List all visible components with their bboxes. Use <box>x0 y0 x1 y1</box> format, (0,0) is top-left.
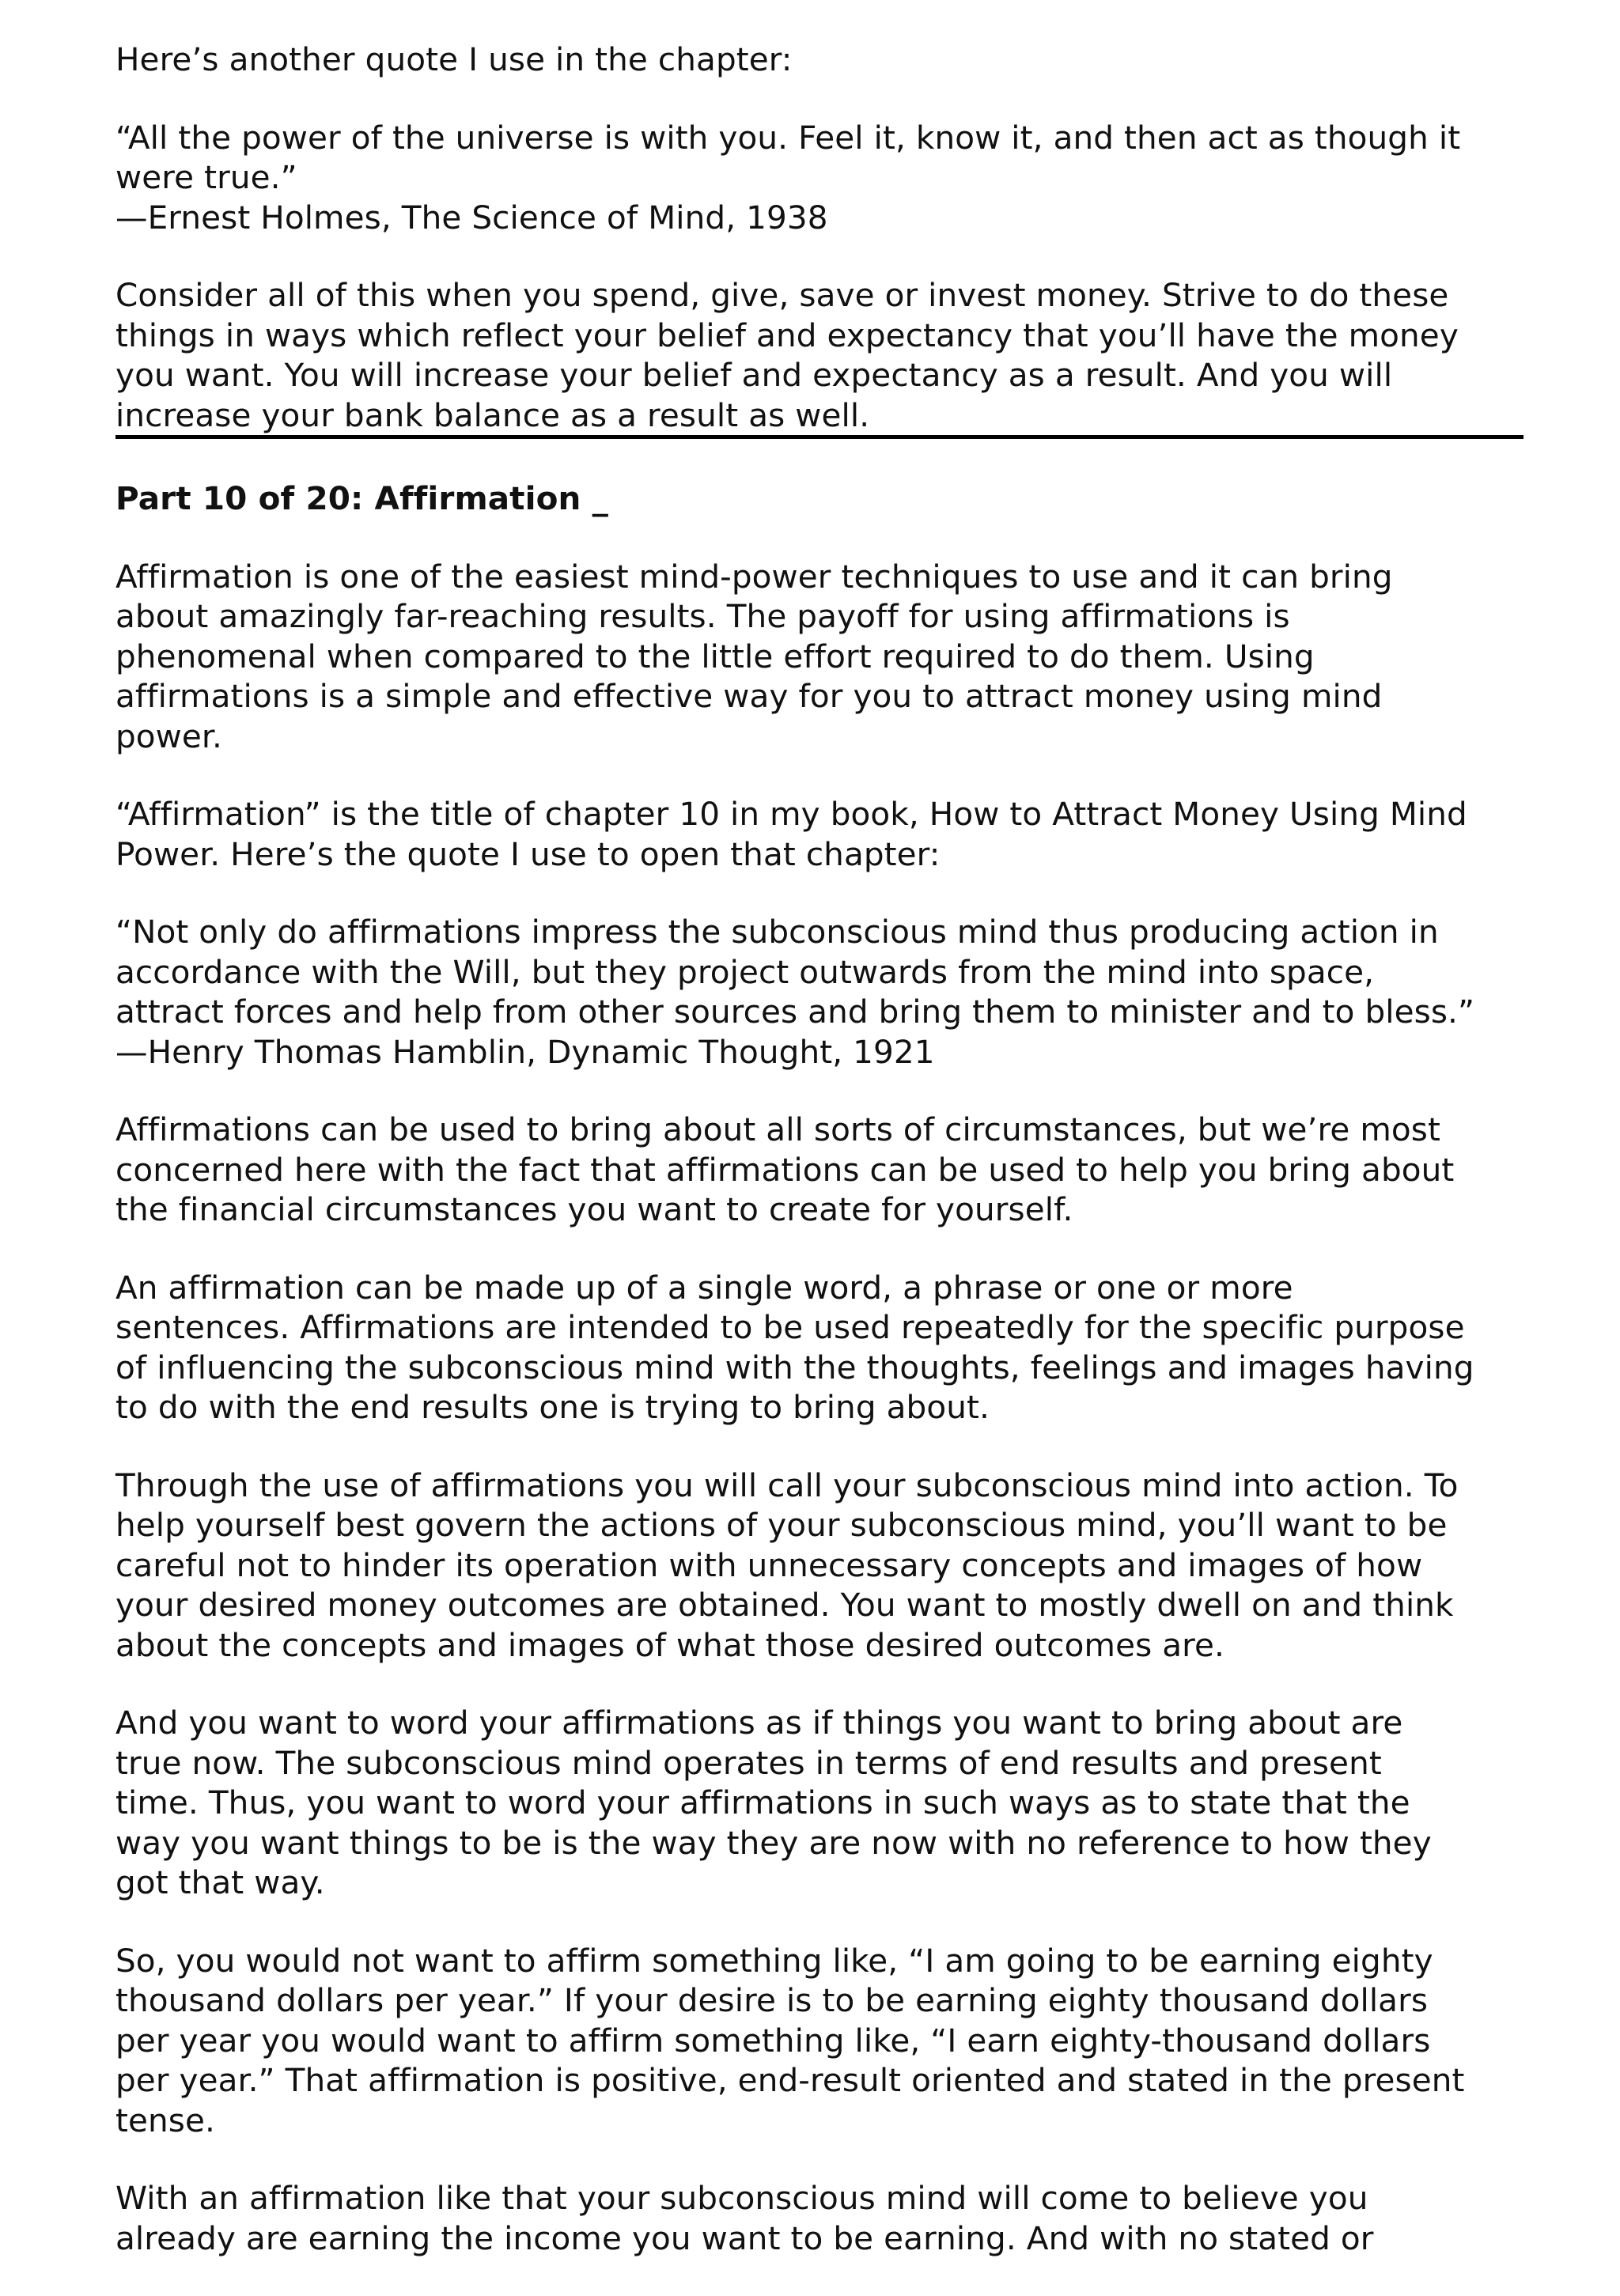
text-line: about amazingly far-reaching results. The payoff for using affirmations is <box>115 597 1290 635</box>
text-line: tense. <box>115 2101 215 2139</box>
text-line: “Not only do affirmations impress the subconscious mind thus producing action in <box>115 913 1439 951</box>
affirmation-intro-paragraph <box>115 557 1525 757</box>
chapter-reference-paragraph <box>115 794 1525 874</box>
text-line: increase your bank balance as a result as well. <box>115 395 870 434</box>
text-line: true now. The subconscious mind operates in terms of end results and present <box>115 1743 1382 1782</box>
subconscious-action-paragraph <box>115 1466 1525 1666</box>
text-line: time. Thus, you want to word your affirmations in such ways as to state that the <box>115 1783 1410 1821</box>
text-line: “Affirmation” is the title of chapter 10 in my book, How to Attract Money Using Mind <box>115 795 1467 833</box>
text-line: concerned here with the fact that affirmations can be used to help you bring about <box>115 1150 1455 1189</box>
example-paragraph <box>115 1941 1525 2141</box>
text-line: you want. You will increase your belief and expectancy as a result. And you will <box>115 356 1393 394</box>
text-line: Affirmations can be used to bring about all sorts of circumstances, but we’re most <box>115 1110 1440 1148</box>
section-divider <box>115 435 1523 439</box>
section-heading: Part 10 of 20: Affirmation _ <box>115 479 609 517</box>
text-line: Consider all of this when you spend, give, save or invest money. Strive to do these <box>115 276 1449 314</box>
closing-paragraph <box>115 2178 1525 2258</box>
definition-paragraph <box>115 1268 1525 1428</box>
text-line: Affirmation is one of the easiest mind-power techniques to use and it can bring <box>115 557 1393 596</box>
intro-paragraph <box>115 40 1525 80</box>
text-line: were true.” <box>115 158 297 196</box>
circumstances-paragraph <box>115 1110 1525 1230</box>
text-line: An affirmation can be made up of a single word, a phrase or one or more <box>115 1268 1293 1307</box>
text-line: sentences. Affirmations are intended to be used repeatedly for the specific purpose <box>115 1308 1465 1346</box>
text-line: careful not to hinder its operation with unnecessary concepts and images of how <box>115 1545 1423 1584</box>
text-line: got that way. <box>115 1863 325 1901</box>
text-line: thousand dollars per year.” If your desire is to be earning eighty thousand dollars <box>115 1981 1429 2019</box>
text-line: things in ways which reflect your belief and expectancy that you’ll have the money <box>115 316 1459 354</box>
text-line: already are earning the income you want to be earning. And with no stated or <box>115 2218 1374 2257</box>
text-line: per year you would want to affirm something like, “I earn eighty-thousand dollars <box>115 2021 1431 2060</box>
text-line: the financial circumstances you want to create for yourself. <box>115 1190 1073 1228</box>
text-line: “All the power of the universe is with you. Feel it, know it, and then act as though it <box>115 118 1461 157</box>
text-line: per year.” That affirmation is positive, end-result oriented and stated in the present <box>115 2061 1465 2099</box>
text-line: attract forces and help from other sources and bring them to minister and to bless.” <box>115 993 1475 1031</box>
text-line: of influencing the subconscious mind with the thoughts, feelings and images having <box>115 1348 1474 1386</box>
quote-attribution: —Ernest Holmes, The Science of Mind, 1938 <box>115 198 828 236</box>
text-line: Power. Here’s the quote I use to open that chapter: <box>115 834 941 873</box>
text-line: phenomenal when compared to the little effort required to do them. Using <box>115 637 1315 675</box>
text-line: your desired money outcomes are obtained. You want to mostly dwell on and think <box>115 1586 1454 1624</box>
consider-paragraph <box>115 275 1525 435</box>
holmes-quote-paragraph <box>115 118 1525 238</box>
text-line: way you want things to be is the way they are now with no reference to how they <box>115 1823 1432 1862</box>
text-line: And you want to word your affirmations as if things you want to bring about are <box>115 1704 1403 1742</box>
text-line: help yourself best govern the actions of your subconscious mind, you’ll want to be <box>115 1506 1448 1544</box>
text-line: Through the use of affirmations you will call your subconscious mind into action. To <box>115 1466 1459 1504</box>
present-tense-paragraph <box>115 1703 1525 1903</box>
text-line: about the concepts and images of what those desired outcomes are. <box>115 1625 1225 1664</box>
text-line: to do with the end results one is trying to bring about. <box>115 1388 990 1426</box>
text-line: power. <box>115 717 222 755</box>
text-line: accordance with the Will, but they project outwards from the mind into space, <box>115 952 1375 991</box>
quote-attribution: —Henry Thomas Hamblin, Dynamic Thought, 1921 <box>115 1032 935 1071</box>
hamblin-quote-paragraph <box>115 912 1525 1072</box>
text-line: Here’s another quote I use in the chapter: <box>115 40 793 78</box>
text-line: With an affirmation like that your subconscious mind will come to believe you <box>115 2179 1368 2217</box>
text-line: affirmations is a simple and effective way for you to attract money using mind <box>115 677 1383 715</box>
document-page <box>115 40 1525 2296</box>
text-line: So, you would not want to affirm something like, “I am going to be earning eighty <box>115 1941 1433 1980</box>
